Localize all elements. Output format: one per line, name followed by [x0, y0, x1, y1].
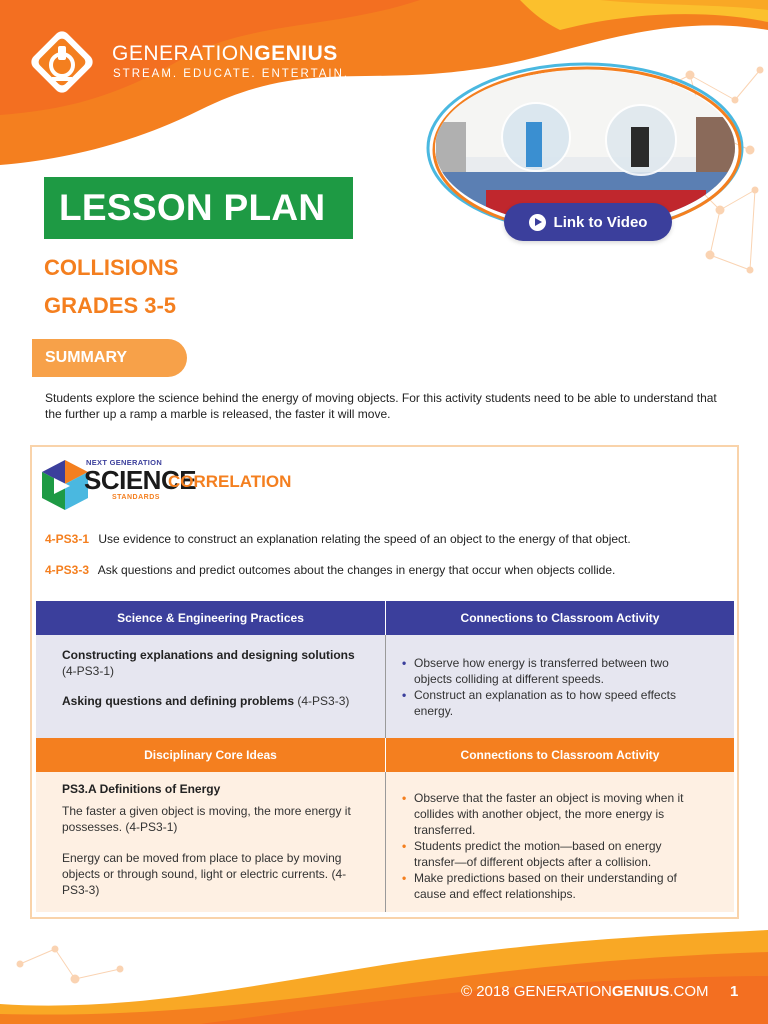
- core-idea-paragraph: Energy can be moved from place to place by moving objects or through sound, light or electric currents. (4-PS3-3): [62, 851, 347, 897]
- practice-bold: Constructing explanations and designing solutions: [62, 648, 355, 662]
- page-number: 1: [730, 983, 739, 1000]
- footer-brand-light: GENERATION: [513, 983, 612, 1000]
- brand-name-light: GENERATION: [112, 42, 255, 65]
- link-to-video-label: Link to Video: [553, 213, 648, 231]
- footer-domain-suffix: .COM: [669, 983, 709, 1000]
- table-divider: [385, 772, 386, 912]
- correlation-title: CORRELATION: [168, 472, 292, 491]
- link-to-video-button[interactable]: [504, 203, 672, 241]
- practice-item: [62, 647, 365, 679]
- connections-cell: [386, 635, 734, 738]
- brand-name: [112, 42, 338, 66]
- practice-item: [62, 693, 365, 709]
- lesson-grades: GRADES 3-5: [44, 293, 177, 318]
- connections-list: [402, 790, 698, 902]
- standard-text: Use evidence to construct an explanation relating the speed of an object to the energy of that object.: [98, 532, 631, 546]
- standard-code: 4-PS3-3: [45, 563, 90, 577]
- footer-brand-bold: GENIUS: [611, 983, 670, 1000]
- table-divider: [385, 635, 386, 738]
- table-header-practices: Science & Engineering Practices: [36, 601, 385, 635]
- footer-background: [0, 924, 768, 1024]
- summary-text: Students explore the science behind the energy of moving objects. For this activity students need to be able to understand that the further up a ramp a marble is released, the faster it will move.: [45, 391, 717, 421]
- footer-prefix: © 2018: [461, 983, 514, 1000]
- standard-line: [45, 563, 615, 577]
- connections-list: [402, 655, 704, 719]
- list-item: • Construct an explanation as to how speed effects energy.: [402, 687, 704, 719]
- practices-cell: [36, 635, 385, 738]
- standard-code: 4-PS3-1: [45, 532, 90, 546]
- practice-code: (4-PS3-3): [297, 694, 350, 708]
- list-item: • Observe how energy is transferred between two objects colliding at different speeds.: [402, 655, 704, 687]
- lesson-topic: COLLISIONS: [44, 255, 179, 280]
- table-header-connections: Connections to Classroom Activity: [386, 601, 734, 635]
- standard-line: [45, 532, 631, 546]
- ngss-logo-mark: [40, 458, 90, 512]
- play-icon: [529, 214, 546, 231]
- table-header-core-ideas: Disciplinary Core Ideas: [36, 738, 385, 772]
- lesson-plan-banner: LESSON PLAN: [44, 177, 353, 239]
- ngss-logo-line3: STANDARDS: [112, 494, 160, 501]
- list-item: • Make predictions based on their understanding of cause and effect relationships.: [402, 870, 698, 902]
- list-item: • Observe that the faster an object is moving when it collides with another object, the more energy is transferred.: [402, 790, 698, 838]
- list-item: • Students predict the motion—based on energy transfer—of different objects after a collision.: [402, 838, 698, 870]
- connections-cell: [386, 772, 734, 912]
- summary-tab: SUMMARY: [32, 339, 187, 377]
- brand-name-bold: GENIUS: [254, 42, 338, 65]
- practice-code: (4-PS3-1): [62, 664, 115, 678]
- ngss-logo-line1: NEXT GENERATION: [86, 458, 163, 467]
- core-idea-paragraph: The faster a given object is moving, the more energy it possesses. (4-PS3-1): [62, 804, 351, 834]
- ngss-logo-line2: SCIENCE: [84, 465, 197, 495]
- core-idea-title: PS3.A Definitions of Energy: [62, 782, 221, 796]
- logo: [22, 22, 102, 102]
- table-header-connections: Connections to Classroom Activity: [386, 738, 734, 772]
- core-ideas-cell: [36, 772, 385, 912]
- brand-tagline: STREAM. EDUCATE. ENTERTAIN.: [113, 68, 350, 80]
- standard-text: Ask questions and predict outcomes about the changes in energy that occur when objects collide.: [97, 563, 616, 577]
- practice-bold: Asking questions and defining problems: [62, 694, 295, 708]
- footer-copyright: [461, 983, 709, 1000]
